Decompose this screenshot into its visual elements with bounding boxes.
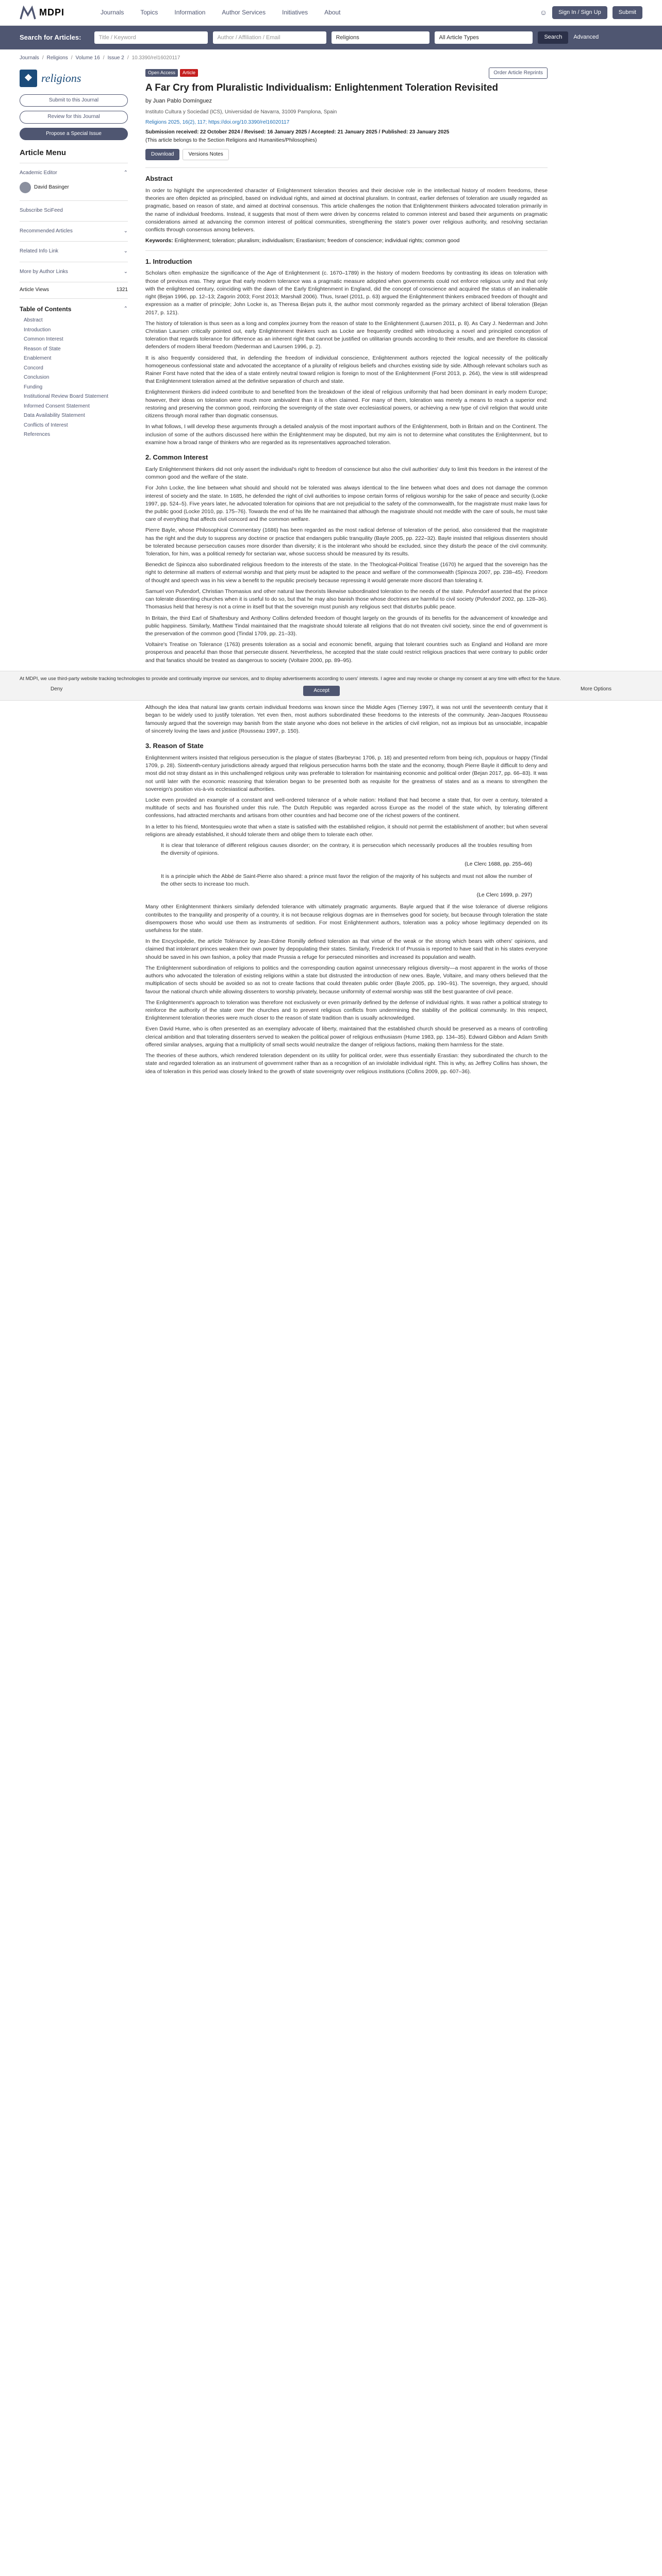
journal-select[interactable]: Religions bbox=[332, 31, 429, 44]
logo-text: MDPI bbox=[39, 7, 64, 18]
mdpi-logo-icon bbox=[20, 6, 36, 20]
toc-item[interactable]: Conclusion bbox=[24, 375, 49, 381]
crumb-sep: / bbox=[71, 55, 73, 61]
abstract-text: In order to highlight the unprecedented character of Enlightenment toleration theories and their decisive role in the intellectual history of modern freedoms, these theories are often depicted as principled, based on individual rights, and aimed at doctrinal pluralism. In contrast, earlier defenses of toleration are usually regarded as pragmatic, based on reason of state, and aimed at doctrinal consensus. This article challenges the notion that Enlightenment thinkers advocated toleration primarily in the name of individual freedoms. Instead, it suggests that most of them were driven by concerns related to common interest and based their arguments on pragmatic considerations aimed at advancing the common interest of political communities, strengthening the state's power over religious authority, and resolving sectarian conflicts through consensus among believers. bbox=[145, 188, 548, 233]
toc-box bbox=[20, 298, 128, 444]
paragraph: The history of toleration is thus seen as a long and complex journey from the reason of state to the Enlightenment (Laursen 2011, p. 8). As Cary J. Nederman and John Christian Laursen critically pointed out, early Enlightenment thinkers such as Locke are frequently credited with introducing a novel and principled conception of toleration that regards tolerance for difference as an inherent right that cannot be justified on utilitarian grounds according to their results, and are therefore its classical defenders of modern liberal freedom (Nederman and Laursen 1996, p. 2). bbox=[145, 320, 548, 350]
search-button[interactable]: Search bbox=[538, 31, 568, 44]
quote-citation: (Le Clerc 1699, p. 297) bbox=[476, 892, 532, 899]
keywords bbox=[145, 237, 548, 245]
link-label: Related Info Link bbox=[20, 248, 59, 255]
article-main-continued bbox=[145, 704, 548, 1079]
user-icon[interactable]: ☺ bbox=[539, 8, 548, 17]
sidebar-link-scifeed[interactable] bbox=[20, 205, 128, 217]
article-title: A Far Cry from Pluralistic Individualism: Enlightenment Toleration Revisited bbox=[145, 82, 499, 93]
main-nav bbox=[101, 8, 341, 17]
paragraph: The theories of these authors, which rendered toleration dependent on its utility for political order, were thus essentially Erastian: they subordinated the church to the state and regarded toleration as an instrument of government rather than as a recognition of an inviolable individual right. This is why, as Jeffrey Collins has shown, the idea of toleration in this period was closely linked to the growth of state sovereignty over religious institutions (Collins 2009, pp. 607–36). bbox=[145, 1053, 548, 1075]
block-quote: It is a principle which the Abbé de Saint-Pierre also shared: a prince must favor the religion of the majority of his subjects and must not allow the number of the other sects to increase too much. bbox=[161, 873, 532, 887]
open-access-badge: Open Access bbox=[145, 69, 178, 77]
paragraph: Enlightenment thinkers did indeed contribute to and benefited from the breakdown of the ideal of religious uniformity that had been dominant in early modern Europe; however, their ideas on toleration were much more ambivalent than it is often claimed. For many of them, toleration was merely a means to reach a superior end: restoring and preserving the common good, reinforcing the sovereignty of the state over ecclesiastical powers, or achieving a new type of civil religion that would unite citizens through moral rather than dogmatic consensus. bbox=[145, 389, 548, 419]
nav-information[interactable]: Information bbox=[174, 8, 206, 16]
toc-header[interactable] bbox=[20, 303, 128, 316]
paragraph: For John Locke, the line between what should and should not be tolerated was always identical to the line between what does and does not damage the common interest of society and the state. In 1685, he defended the right of civil authorities to impose certain forms of religious worship for the sake of peace and security (Locke 1997, pp. 524–5). Five years later, he advocated toleration for opinions that are not prejudicial to the safety of the commonwealth, for the magistrate must make laws for the public good (Locke 2010, pp. 175–76). Towards the end of his life he maintained that although the magistrate should not meddle with the care of souls, he must take care of everything that affects civil concord and the common welfare. bbox=[145, 485, 548, 523]
article-type-badge: Article bbox=[180, 69, 198, 77]
nav-journals[interactable]: Journals bbox=[101, 8, 124, 16]
author-affiliation: Instituto Cultura y Sociedad (ICS), Universidad de Navarra, 31009 Pamplona, Spain bbox=[145, 109, 337, 115]
toc-item[interactable]: Concord bbox=[24, 365, 43, 371]
paragraph: Benedict de Spinoza also subordinated religious freedom to the interests of the state. In the Theological-Political Treatise (1670) he argued that the sovereign has the right to determine all matters of external worship and that piety must be adapted to the peace and welfare of the commonwealth (Spinoza 2007, pp. 238–45). Freedom of thought and speech was in his view a benefit to the republic precisely because repressing it would generate more discord than tolerating it. bbox=[145, 562, 548, 584]
article-section-note: (This article belongs to the Section Religions and Humanities/Philosophies) bbox=[145, 138, 317, 144]
link-label: Subscribe SciFeed bbox=[20, 208, 63, 214]
page-layout-continued bbox=[0, 704, 662, 1079]
academic-editor-header[interactable] bbox=[20, 167, 128, 179]
divider bbox=[145, 250, 548, 251]
crumb-volume[interactable]: Volume 16 bbox=[75, 55, 100, 61]
academic-editor-label: Academic Editor bbox=[20, 170, 57, 176]
top-header bbox=[0, 0, 662, 26]
right-column-spacer bbox=[565, 704, 642, 1079]
breadcrumb bbox=[0, 49, 662, 67]
views-label: Article Views bbox=[20, 287, 49, 293]
left-sidebar-spacer bbox=[20, 704, 128, 1079]
sign-in-button[interactable]: Sign In / Sign Up bbox=[552, 6, 607, 20]
paragraph: Even David Hume, who is often presented as an exemplary advocate of liberty, maintained that the established church should be preserved as a means of controlling clerical ambition and that tolerating dissenters served to weaken the political power of religious enthusiasm (Hume 1983, pp. 134–35). Edward Gibbon and Adam Smith offered similar analyses, arguing that a multiplicity of small sects would neutralize the danger of religious factions, making them harmless for the state. bbox=[145, 1026, 548, 1048]
crumb-journals[interactable]: Journals bbox=[20, 55, 39, 61]
quote-citation: (Le Clerc 1688, pp. 255–66) bbox=[465, 861, 532, 868]
sidebar-link-more-by-author[interactable] bbox=[20, 266, 128, 278]
title-search-input[interactable]: Title / Keyword bbox=[94, 31, 208, 44]
paragraph: The Enlightenment's approach to toleration was therefore not exclusively or even primarily defined by the defense of individual rights. It was rather a political strategy to reinforce the authority of the state over the churches and to prevent religious conflicts from undermining the stability of the political community. In this respect, Enlightenment toleration theories were much closer to the reason of state tradition than is usually acknowledged. bbox=[145, 999, 548, 1022]
crumb-issue[interactable]: Issue 2 bbox=[107, 55, 124, 61]
paragraph: In what follows, I will develop these arguments through a detailed analysis of the most important authors of the Enlightenment, both in Britain and on the Continent. The inclusion of some of the authors discussed here within the Enlightenment may be disputed, but my aim is not to determine what constitutes the Enlightenment, but to examine how a broad range of thinkers who are regarded as its representatives approached toleration. bbox=[145, 423, 548, 446]
editor-entry[interactable] bbox=[20, 179, 128, 196]
cookie-accept-button[interactable]: Accept bbox=[303, 686, 340, 697]
chevron-down-icon: ⌄ bbox=[123, 268, 128, 275]
order-reprints-button[interactable]: Order Article Reprints bbox=[489, 67, 548, 79]
keywords-label: Keywords: bbox=[145, 238, 173, 244]
paragraph: In the Encyclopédie, the article Tolérance by Jean-Edme Romilly defined toleration as that virtue of the weak or the strong which bears with others' opinions, and claimed that intolerant princes weaken their own power by depopulating their states. Similarly, Frederick II of Prussia is reported to have said that in his states everyone should be saved in his own fashion, a policy that made Prussia a refuge for persecuted minorities and increased its population and wealth. bbox=[145, 938, 548, 960]
paragraph: It is also frequently considered that, in defending the freedom of individual conscience, Enlightenment authors rejected the logical necessity of the politically homogeneous confessional state and advocated the acceptance of a plurality of religious beliefs and churches existing side by side. Although relevant scholars such as Rainer Forst have noted that the idea of a state entirely neutral toward religion is foreign to most of the Enlightenment (Forst 2013, p. 264), the view is still widespread that Enlightenment toleration aimed at the definitive separation of church and state. bbox=[145, 354, 548, 385]
submit-to-journal-button[interactable]: Submit to this Journal bbox=[20, 94, 128, 107]
top-links bbox=[540, 6, 642, 20]
paragraph: Early Enlightenment thinkers did not only assert the individual's right to freedom of conscience but also the civil authorities' duty to limit this freedom in the interest of the common good and the welfare of the state. bbox=[145, 466, 548, 481]
toc-item[interactable]: Funding bbox=[24, 384, 43, 390]
paragraph: Although the idea that natural law grants certain individual freedoms was known since the Middle Ages (Tierney 1997), it was not until the seventeenth century that it began to be widely used to justify toleration. Yet even then, most authors subordinated these freedoms to the interests of the community. Jean-Jacques Rousseau famously argued that the sovereign may banish from the state anyone who does not believe in the articles of civil religion, not as impious but as unsociable, incapable of sincerely loving the laws and justice (Rousseau 1997, p. 150). bbox=[145, 704, 548, 734]
more-by-author-box bbox=[20, 262, 128, 282]
block-quote: It is clear that tolerance of different religious causes disorder; on the contrary, it is persecution which necessarily produces all the troubles resulting from the diversity of opinions. bbox=[161, 842, 532, 857]
chevron-up-icon: ⌃ bbox=[123, 306, 128, 312]
crumb-sep: / bbox=[42, 55, 44, 61]
crumb-journal[interactable]: Religions bbox=[46, 55, 68, 61]
search-label: Search for Articles: bbox=[20, 33, 81, 41]
journal-logo[interactable] bbox=[20, 70, 128, 87]
article-dates: Submission received: 22 October 2024 / Revised: 16 January 2025 / Accepted: 21 January 2025 / Published: 23 January 2025 bbox=[145, 129, 450, 135]
chevron-down-icon: ⌄ bbox=[123, 228, 128, 234]
toc-item[interactable]: Data Availability Statement bbox=[24, 413, 85, 419]
avatar bbox=[20, 182, 31, 193]
related-box bbox=[20, 241, 128, 262]
nav-about[interactable]: About bbox=[324, 8, 341, 16]
paragraph: In Britain, the third Earl of Shaftesbury and Anthony Collins defended freedom of thought largely on the grounds of its benefits for the advancement of knowledge and public happiness. Similarly, Matthew Tindal maintained that the magistrate should tolerate all religions that do not threaten civil society, since the end of government is the preservation of the common good (Tindal 1709, pp. 21–33). bbox=[145, 615, 548, 637]
search-bar bbox=[0, 26, 662, 49]
paragraph: Pierre Bayle, whose Philosophical Commentary (1686) has been regarded as the most radical defense of toleration of the period, also considered that the magistrate has the right and the duty to suppress any doctrine or practice that endangers public tranquility (Bayle 2005, pp. 222–32). Bayle insisted that religious dissenters should be tolerated because persecution causes more disorder than diversity; it is the intolerant who should be excluded, since they disturb the peace of the civil community. Toleration, for him, was a political remedy for sectarian war, whose success should be measured by its results. bbox=[145, 527, 548, 557]
article-views bbox=[20, 282, 128, 298]
toc-item[interactable]: Common Interest bbox=[24, 336, 63, 343]
section-heading: 2. Common Interest bbox=[145, 453, 208, 461]
versions-notes-button[interactable]: Versions Notes bbox=[183, 149, 228, 161]
download-button[interactable]: Download bbox=[145, 149, 179, 161]
cookie-buttons bbox=[20, 686, 642, 697]
doi-link[interactable]: Religions 2025, 16(2), 117; https://doi.org/10.3390/rel16020117 bbox=[145, 120, 290, 126]
paragraph: Many other Enlightenment thinkers similarly defended tolerance with ultimately pragmatic arguments. Bayle argued that if the wise tolerance of diverse religions contributes to the tranquility and prosperity of a country, it is not because religious dogmas are in themselves good for society, but because through toleration the state disempowers those who would use them as instruments of sedition. For most Enlightenment authors, toleration was a policy whose legitimacy depended on its usefulness for the state. bbox=[145, 904, 548, 934]
nav-author-services[interactable]: Author Services bbox=[222, 8, 266, 16]
crumb-sep: / bbox=[103, 55, 105, 61]
page-layout bbox=[0, 67, 662, 668]
editor-name: David Basinger bbox=[34, 184, 69, 190]
review-for-journal-button[interactable]: Review for this Journal bbox=[20, 111, 128, 124]
toc-item[interactable]: Introduction bbox=[24, 327, 51, 333]
nav-initiatives[interactable]: Initiatives bbox=[282, 8, 308, 16]
section-heading: 3. Reason of State bbox=[145, 742, 204, 750]
journal-badge-icon: ❖ bbox=[20, 70, 37, 87]
toc-item[interactable]: Conflicts of Interest bbox=[24, 422, 68, 428]
recommended-box bbox=[20, 221, 128, 242]
cookie-text: At MDPI, we use third-party website tracking technologies to provide and continually improve our services, and to display advertisements according to users' interests. I agree and may revoke or change my consent at any time with effect for the future. bbox=[20, 675, 561, 682]
article-actions bbox=[145, 149, 548, 161]
paragraph: In a letter to his friend, Montesquieu wrote that when a state is satisfied with the established religion, it should not permit the establishment of another; but when several religions are already established, it should tolerate them and oblige them to tolerate each other. bbox=[145, 823, 548, 838]
toc-item[interactable]: Informed Consent Statement bbox=[24, 403, 90, 409]
mdpi-logo[interactable] bbox=[20, 6, 64, 20]
divider bbox=[145, 167, 548, 168]
toc-item[interactable]: Institutional Review Board Statement bbox=[24, 394, 108, 400]
nav-topics[interactable]: Topics bbox=[140, 8, 158, 16]
link-label: More by Author Links bbox=[20, 268, 68, 275]
toc-item[interactable]: References bbox=[24, 432, 51, 438]
sidebar-link-recommended[interactable] bbox=[20, 226, 128, 238]
chevron-up-icon: ⌃ bbox=[123, 170, 128, 176]
chevron-down-icon: ⌄ bbox=[123, 248, 128, 255]
paragraph: Locke even provided an example of a constant and well-ordered tolerance of a whole nation: Holland that had become a state that, for over a century, tolerated a multitude of sects and has flourished under this rule. The Dutch Republic was regarded across Europe as the model of the state which, by tolerating different confessions, had attracted merchants and artisans from other countries and had become one of the richest powers of the continent. bbox=[145, 796, 548, 819]
toc-item[interactable]: Abstract bbox=[24, 317, 43, 324]
abstract-heading: Abstract bbox=[145, 175, 173, 183]
cookie-consent-bar bbox=[0, 671, 662, 701]
cookie-more-options-button[interactable]: More Options bbox=[580, 686, 611, 692]
article-tags bbox=[145, 69, 198, 77]
toc-title: Table of Contents bbox=[20, 305, 72, 313]
paragraph: The Enlightenment subordination of religions to politics and the corresponding caution against unnecessary religious diversity—a most apparent in the works of those authors who advocated the toleration of existing religions within a state but distrusted the introduction of new ones. Bayle, Voltaire, and many others believed that the multiplication of sects should be avoided so as not to create factions that could threaten public order (Bayle 2005, pp. 190–91). The sovereign, they argued, should favour the national church while allowing dissenters to worship privately, because uniformity of external worship was still the best guarantee of civil peace. bbox=[145, 964, 548, 995]
academic-editor-box bbox=[20, 163, 128, 201]
paragraph: Samuel von Pufendorf, Christian Thomasius and other natural law theorists likewise subordinated toleration to the needs of the state. Pufendorf asserted that the prince can tolerate dissenting churches when it is useful to do so, but that he may also banish those whose doctrines are harmful to civil society (Pufendorf 2002, pp. 128–36). Thomasius held that heresy is not a crime in itself but that the sovereign must punish any religious sect that disturbs public peace. bbox=[145, 588, 548, 611]
left-sidebar bbox=[20, 67, 128, 668]
journal-name: religions bbox=[41, 71, 81, 84]
toc-item[interactable]: Reason of State bbox=[24, 346, 61, 352]
article-type-select[interactable]: All Article Types bbox=[435, 31, 533, 44]
subscribe-box bbox=[20, 200, 128, 221]
paragraph: Scholars often emphasize the significance of the Age of Enlightenment (c. 1670–1789) in the history of modern freedoms by contrasting its ideas on toleration with those of previous eras. They argue that early modern tolerance was a pragmatic measure adopted when governments could not enforce religious unity and that only with the enlightened century, coinciding with the dawn of the Early Enlightenment in England, did the concept of conscience and acquired the status of an inalienable right (Bejan 1996, pp. 12–13; Zagorin 2003; Forst 2013; Marshall 2006). Thus, Israel (2011, p. 63) argued the Enlightenment thinkers embraced freedom of thought and expression as a matter of principle; John Locke is, as Theresa Bejan puts it, the author most commonly regarded as the primary architect of liberal toleration (Bejan 2017, p. 121). bbox=[145, 270, 548, 316]
propose-special-issue-button[interactable]: Propose a Special Issue bbox=[20, 128, 128, 141]
section-heading: 1. Introduction bbox=[145, 257, 192, 265]
submit-button[interactable]: Submit bbox=[613, 6, 642, 20]
article-main bbox=[145, 67, 548, 668]
crumb-sep: / bbox=[127, 55, 129, 61]
author-search-input[interactable]: Author / Affiliation / Email bbox=[213, 31, 326, 44]
right-column bbox=[565, 67, 642, 668]
paragraph: Enlightenment writers insisted that religious persecution is the plague of states (Barbeyrac 1706, p. 18) and presented reform from being rich, populous or happy (Tindal 1709, p. 28). Sixteenth-century jurisdictions already argued that religious persecution harms both the state and the economy, though Pierre Bayle it difficult to deny and most did not stray distant as in this unchallenged religious unity was preferable to toleration for maintaining economic and political order (Bejan 2017, pp. 66–83). It was not until later with the economic reasoning that toleration began to be presented both as requisite for the greatness of states and as a means to strengthen the sovereign's position vis-à-vis ecclesiastical authorities. bbox=[145, 754, 548, 792]
crumb-doi: 10.3390/rel16020117 bbox=[131, 55, 180, 61]
keywords-list: Enlightenment; toleration; pluralism; individualism; Erastianism; freedom of conscience; individual rights; common good bbox=[174, 238, 460, 244]
article-menu-title: Article Menu bbox=[20, 148, 67, 157]
toc-item[interactable]: Enablement bbox=[24, 355, 52, 362]
toc-list bbox=[20, 316, 128, 440]
article-head bbox=[145, 67, 548, 79]
article-authors[interactable]: by Juan Pablo Domínguez bbox=[145, 97, 212, 104]
paragraph: Voltaire's Treatise on Tolerance (1763) presents toleration as a social and economic benefit, arguing that tolerant countries such as England and Holland are more prosperous and peaceful than those that persecute dissent. Nevertheless, he accepted that the state could restrict religious practices that were contrary to public order and that fanatics should be treated as dangerous to society (Voltaire 2000, pp. 89–95). bbox=[145, 641, 548, 664]
advanced-search-link[interactable]: Advanced bbox=[573, 34, 599, 41]
views-value: 1321 bbox=[116, 287, 128, 293]
cookie-deny-button[interactable]: Deny bbox=[51, 686, 63, 692]
article-citation bbox=[145, 119, 548, 127]
link-label: Recommended Articles bbox=[20, 228, 73, 234]
sidebar-link-related[interactable] bbox=[20, 246, 128, 258]
